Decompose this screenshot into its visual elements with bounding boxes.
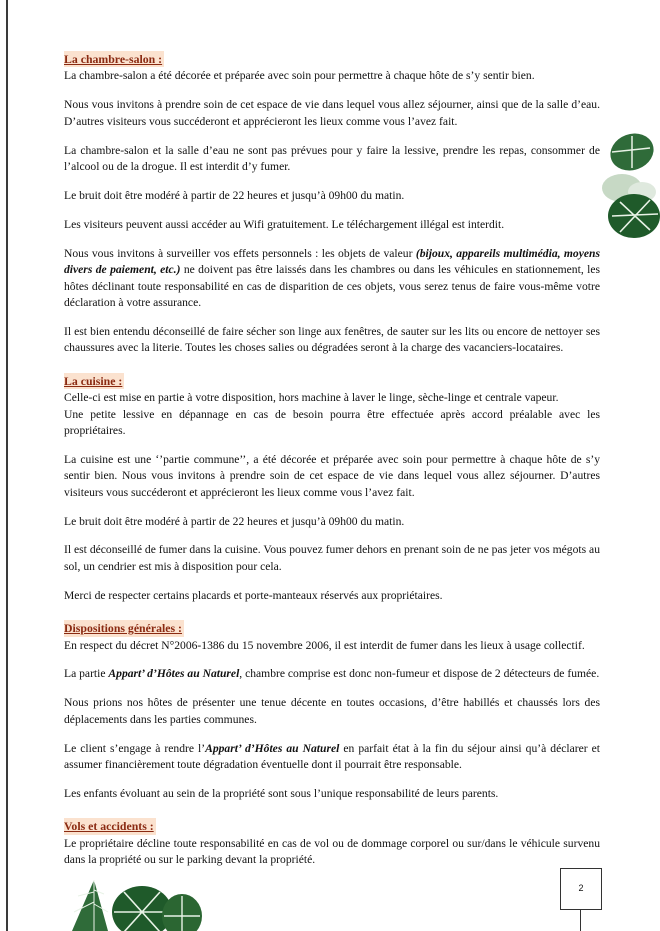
paragraph: Il est déconseillé de fumer dans la cuisine. Vous pouvez fumer dehors en prenant soin de ne pas jeter vos mégots au sol, un cendrier est mis à disposition pour cela. [64, 543, 600, 573]
paragraph: Le propriétaire décline toute responsabilité en cas de vol ou de dommage corporel ou sur/dans le véhicule survenu dans la propriété ou sur le parking devant la propriété. [64, 836, 600, 867]
paragraph: Celle-ci est mise en partie à votre disposition, hors machine à laver le linge, sèche-linge et centrale vapeur. [64, 391, 559, 405]
section-chambre [64, 51, 600, 357]
section-dispositions [64, 620, 600, 802]
section-heading: La cuisine : [64, 373, 123, 388]
text-run: La partie [64, 667, 109, 681]
page-number: 2 [578, 883, 584, 893]
page-number-box [560, 868, 602, 910]
text-run: ne doivent pas être laissés dans les chambres ou dans les véhicules en stationnement, les hôtes déclinant toute responsabilité en cas de disparition de ces objets, vous serez tenus de faire vous-même votre déclaration à votre assurance. [64, 263, 600, 309]
paragraph: La chambre-salon a été décorée et préparée avec soin pour permettre à chaque hôte de s’y sentir bien. [64, 69, 535, 83]
paragraph: Il est bien entendu déconseillé de faire sécher son linge aux fenêtres, de sauter sur les lits ou encore de nettoyer ses chaussures avec la literie. Toutes les choses salies ou dégradées seront à la charge des vacanciers-locataires. [64, 324, 600, 355]
section-vols [64, 818, 600, 868]
paragraph [64, 246, 600, 312]
section-heading: Vols et accidents : [64, 819, 154, 834]
paragraph: Nous prions nos hôtes de présenter une tenue décente en toutes occasions, d’être habillés et chaussés lors des déplacements dans les parties communes. [64, 696, 600, 726]
emphasis-text: Appart’ d’Hôtes au Naturel [205, 741, 340, 755]
document-page [64, 51, 600, 869]
paragraph: Merci de respecter certains placards et porte-manteaux réservés aux propriétaires. [64, 588, 443, 602]
paragraph: Les enfants évoluant au sein de la propriété sont sous l’unique responsabilité de leurs parents. [64, 787, 499, 800]
text-run: en parfait état à la fin du séjour ainsi qu’à déclarer et assumer financièrement toute dégradation éventuelle dont il pourrait être responsable. [64, 741, 600, 772]
palm-leaves-icon [64, 872, 204, 931]
section-cuisine [64, 373, 600, 604]
page-border [6, 0, 8, 931]
paragraph [64, 666, 600, 682]
paragraph: La cuisine est une ‘’partie commune’’, a été décorée et préparée avec soin pour permettre à chaque hôte de s’y sentir bien. Nous vous invitons à prendre soin de cet espace de vie dans lequel vous allez séjourner. D’autres visiteurs vous succéderont et apprécieront les lieux comme vous l’avez fait. [64, 452, 600, 499]
paragraph: Le bruit doit être modéré à partir de 22 heures et jusqu’à 09h00 du matin. [64, 514, 405, 528]
section-heading: Dispositions générales : [64, 621, 182, 636]
paragraph: La chambre-salon et la salle d’eau ne sont pas prévues pour y faire la lessive, prendre les repas, consommer de l’alcool ou de la drogue. Il est interdit d’y fumer. [64, 143, 600, 174]
paragraph: En respect du décret N°2006-1386 du 15 novembre 2006, il est interdit de fumer dans les lieux à usage collectif. [64, 638, 585, 652]
monstera-leaf-icon [592, 130, 660, 240]
text-run: , chambre comprise est donc non-fumeur et dispose de 2 détecteurs de fumée. [239, 667, 600, 681]
section-heading: La chambre-salon : [64, 52, 163, 66]
emphasis-text: Appart’ d’Hôtes au Naturel [108, 667, 240, 681]
paragraph: Nous vous invitons à prendre soin de cet espace de vie dans lequel vous allez séjourner, ainsi que de la salle d’eau. D’autres visiteurs vous succéderont et apprécieront les lieux comme vous l’avez fait. [64, 98, 600, 128]
text-run: Nous vous invitons à surveiller vos effets personnels : les objets de valeur [64, 246, 416, 260]
paragraph [64, 741, 600, 774]
text-run: Le client s’engage à rendre l’ [64, 741, 206, 755]
paragraph: Les visiteurs peuvent aussi accéder au Wifi gratuitement. Le téléchargement illégal est interdit. [64, 217, 505, 231]
page-number-connector [580, 909, 581, 931]
emphasis-text: (bijoux, appareils multimédia, moyens divers de paiement, etc.) [64, 246, 600, 277]
paragraph: Une petite lessive en dépannage en cas de besoin pourra être effectuée après accord préalable avec les propriétaires. [64, 407, 600, 437]
paragraph: Le bruit doit être modéré à partir de 22 heures et jusqu’à 09h00 du matin. [64, 188, 405, 202]
